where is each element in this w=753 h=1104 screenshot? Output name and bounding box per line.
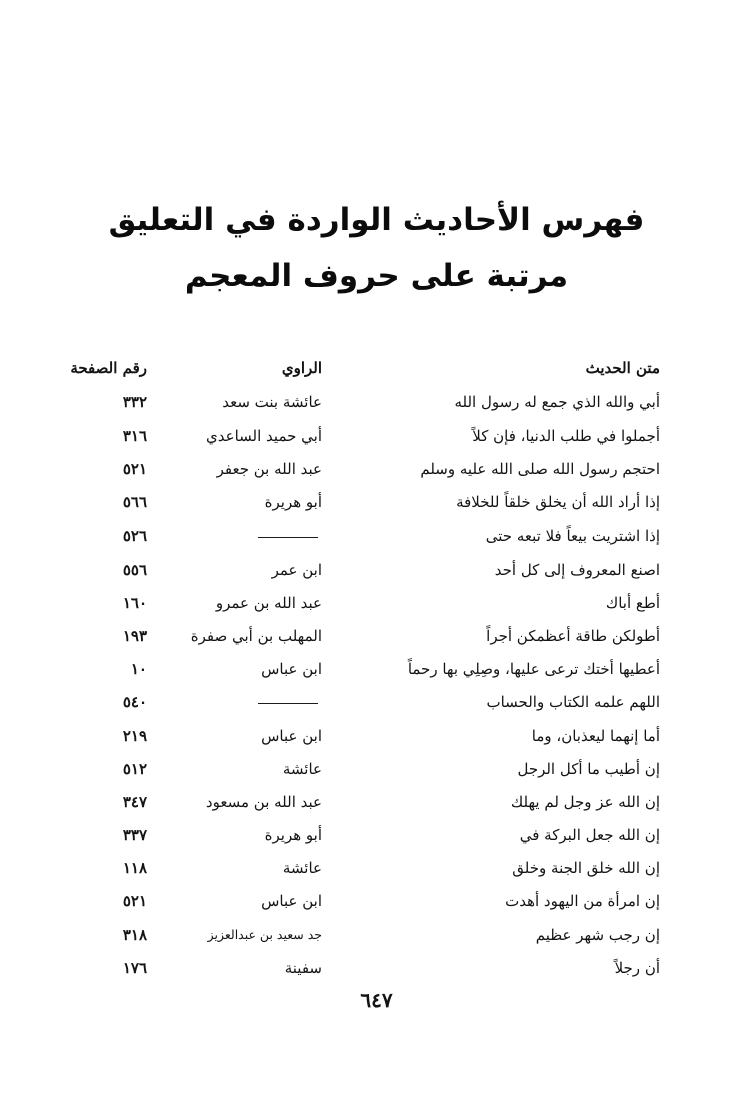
narrator: أبي حميد الساعدي bbox=[206, 427, 322, 445]
page-ref: ٥٥٦ bbox=[122, 561, 147, 579]
table-row bbox=[60, 486, 660, 518]
hadith-text: إن رجب شهر عظيم bbox=[535, 926, 660, 944]
narrator: أبو هريرة bbox=[264, 826, 322, 844]
narrator: ابن عباس bbox=[261, 892, 322, 910]
page-ref: ١٦٠ bbox=[122, 594, 147, 612]
hadith-text: إن الله خلق الجنة وخلق bbox=[512, 859, 660, 877]
narrator: عائشة bbox=[282, 760, 322, 778]
narrator: ابن عباس bbox=[261, 727, 322, 745]
page-ref: ١٩٣ bbox=[122, 627, 147, 645]
hadith-text: أجملوا في طلب الدنيا، فإن كلاً bbox=[472, 427, 660, 445]
header-hadith-text: متن الحديث bbox=[585, 359, 660, 377]
hadith-text: إن أطيب ما أكل الرجل bbox=[517, 760, 660, 778]
narrator: عبد الله بن عمرو bbox=[215, 594, 322, 612]
narrator: ابن عمر bbox=[271, 561, 322, 579]
table-row bbox=[60, 653, 660, 685]
narrator: المهلب بن أبي صفرة bbox=[190, 627, 322, 645]
hadith-text: أطولكن طاقة أعظمكن أجراً bbox=[486, 627, 660, 645]
index-title: فهرس الأحاديث الواردة في التعليق bbox=[108, 202, 645, 238]
page-ref: ١٧٦ bbox=[122, 959, 147, 977]
narrator: عائشة بنت سعد bbox=[222, 393, 322, 411]
header-page-number: رقم الصفحة bbox=[70, 359, 147, 377]
page-number: ٦٤٧ bbox=[360, 988, 393, 1012]
hadith-text: اصنع المعروف إلى كل أحد bbox=[494, 561, 660, 579]
page-ref: ٣٣٧ bbox=[122, 826, 147, 844]
hadith-text: إذا أراد الله أن يخلق خلقاً للخلافة bbox=[456, 493, 660, 511]
table-row bbox=[60, 686, 660, 718]
table-row bbox=[60, 386, 660, 418]
page-ref: ٥١٢ bbox=[122, 760, 147, 778]
hadith-text: أطع أباك bbox=[605, 594, 660, 612]
hadith-text: اللهم علمه الكتاب والحساب bbox=[486, 693, 660, 711]
table-row bbox=[60, 885, 660, 917]
page-ref: ٥٦٦ bbox=[122, 493, 147, 511]
narrator: سفينة bbox=[284, 959, 322, 977]
hadith-text: إن الله جعل البركة في bbox=[519, 826, 660, 844]
table-row bbox=[60, 919, 660, 951]
table-row bbox=[60, 554, 660, 586]
index-subtitle: مرتبة على حروف المعجم bbox=[184, 258, 569, 294]
narrator: جد سعيد بن عبدالعزيز bbox=[207, 927, 322, 942]
header-narrator: الراوي bbox=[281, 359, 322, 377]
hadith-text: أعطيها أختك ترعى عليها، وصِلِي بها رحماً bbox=[407, 660, 660, 678]
hadith-text: احتجم رسول الله صلى الله عليه وسلم bbox=[420, 460, 660, 478]
table-row bbox=[60, 720, 660, 752]
table-header-row bbox=[60, 352, 660, 384]
narrator: عبد الله بن جعفر bbox=[216, 460, 322, 478]
hadith-text: إن الله عز وجل لم يهلك bbox=[510, 793, 660, 811]
narrator: عبد الله بن مسعود bbox=[205, 793, 322, 811]
table-row bbox=[60, 786, 660, 818]
table-row bbox=[60, 420, 660, 452]
page-ref: ٣٣٢ bbox=[122, 393, 147, 411]
page-ref: ٥٢٦ bbox=[122, 527, 147, 545]
table-row bbox=[60, 453, 660, 485]
page-ref: ٥٤٠ bbox=[122, 693, 147, 711]
hadith-text: إن امرأة من اليهود أهدت bbox=[505, 892, 660, 910]
narrator: أبو هريرة bbox=[264, 493, 322, 511]
table-row bbox=[60, 587, 660, 619]
table-row bbox=[60, 819, 660, 851]
hadith-text: أبي والله الذي جمع له رسول الله bbox=[454, 393, 660, 411]
table-row bbox=[60, 753, 660, 785]
page-ref: ١١٨ bbox=[122, 859, 147, 877]
table-row bbox=[60, 852, 660, 884]
same-narrator-dash bbox=[258, 703, 318, 704]
page-ref: ١٠ bbox=[130, 660, 147, 678]
page-ref: ٣٤٧ bbox=[122, 793, 147, 811]
table-row bbox=[60, 620, 660, 652]
page-ref: ٥٢١ bbox=[122, 460, 147, 478]
table-row bbox=[60, 952, 660, 984]
hadith-text: أما إنهما ليعذبان، وما bbox=[531, 727, 660, 745]
hadith-text: أن رجلاً bbox=[614, 959, 660, 977]
same-narrator-dash bbox=[258, 537, 318, 538]
page-ref: ٢١٩ bbox=[122, 727, 147, 745]
page-ref: ٥٢١ bbox=[122, 892, 147, 910]
narrator-dash bbox=[152, 520, 322, 552]
hadith-index-table bbox=[60, 352, 660, 992]
table-row bbox=[60, 520, 660, 552]
narrator: ابن عباس bbox=[261, 660, 322, 678]
narrator-dash bbox=[152, 686, 322, 718]
narrator: عائشة bbox=[282, 859, 322, 877]
page-ref: ٣١٦ bbox=[122, 427, 147, 445]
page-ref: ٣١٨ bbox=[122, 926, 147, 944]
hadith-text: إذا اشتريت بيعاً فلا تبعه حتى bbox=[485, 527, 660, 545]
